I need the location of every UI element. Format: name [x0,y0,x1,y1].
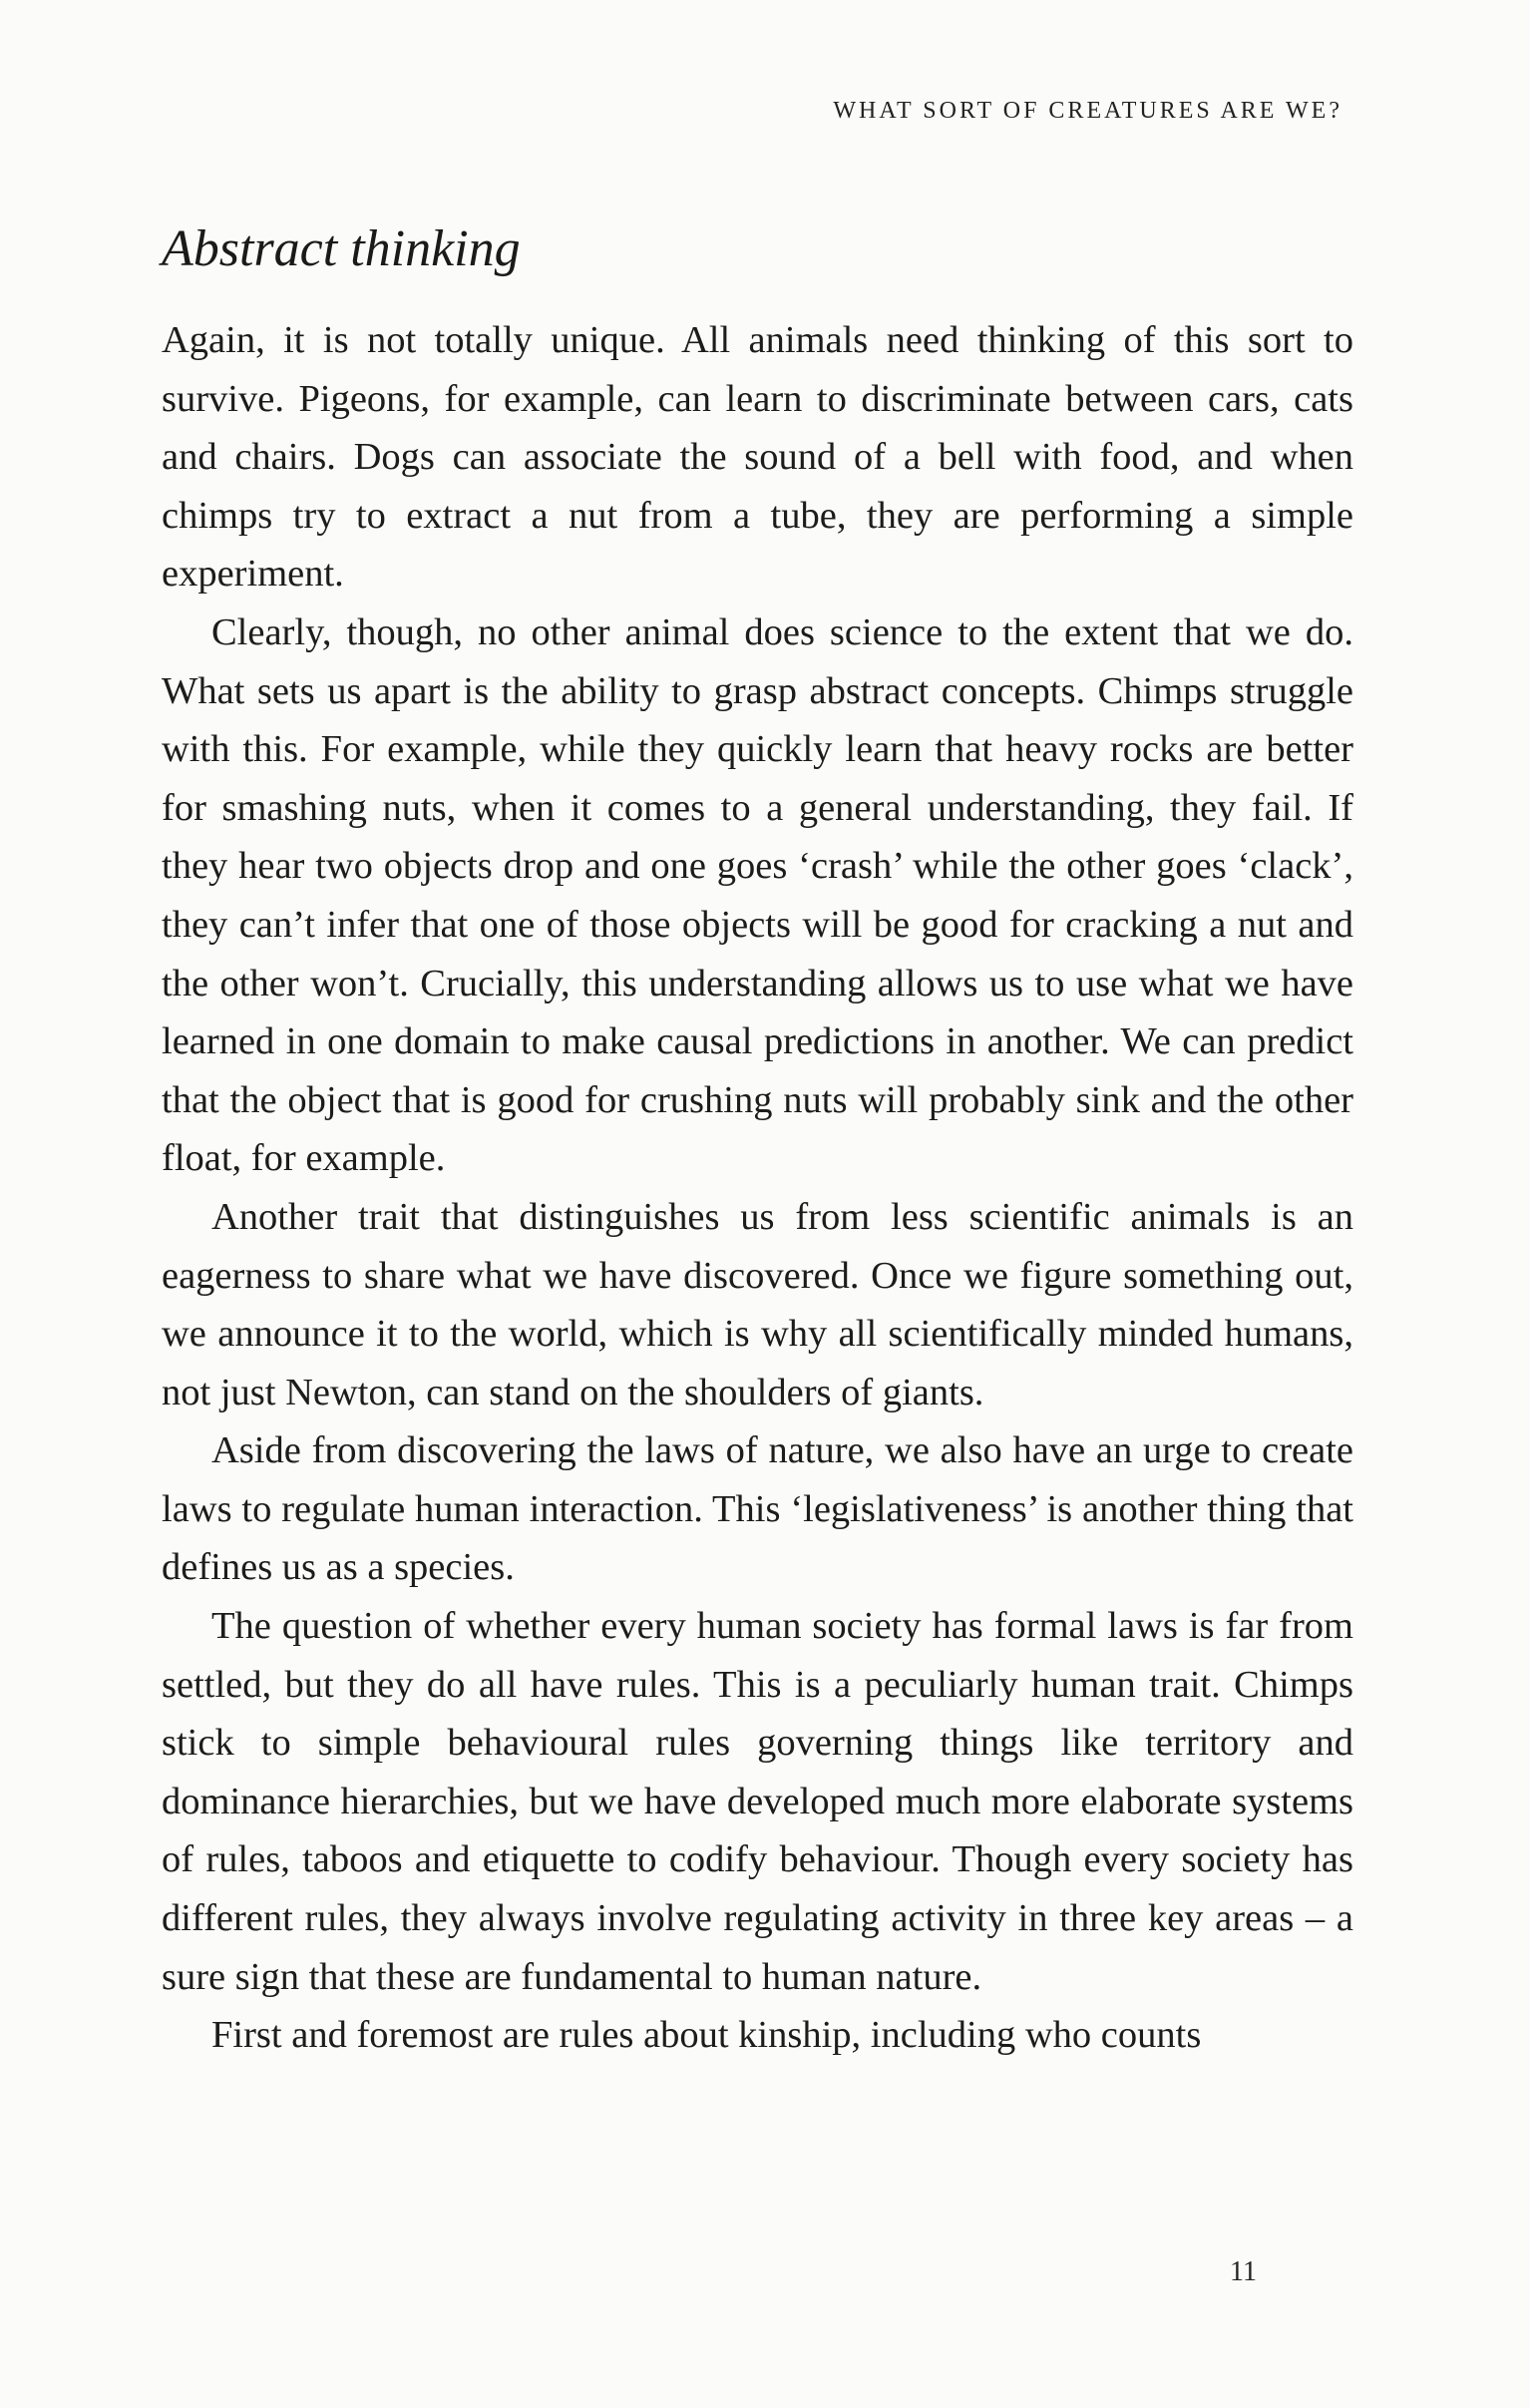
paragraph-5: The question of whether every human society has formal laws is far from settled, but they do all have rules. This is a peculiarly human trait. Chimps stick to simple behavioural rules governing things like territory and dominance hierarchies, but we have developed much more elaborate systems of rules, taboos and etiquette to codify behaviour. Though every society has different rules, they always involve regulating activity in three key areas – a sure sign that these are fundamental to human nature. [162,1605,1353,1998]
page-number: 11 [1230,2256,1257,2287]
paragraph-3: Another trait that distinguishes us from less scientific animals is an eagerness to share what we have discovered. Once we figure something out, we announce it to the world, which is why all scientifically minded humans, not just Newton, can stand on the shoulders of giants. [162,1195,1353,1413]
body-text [162,311,1353,2065]
paragraph-1: Again, it is not totally unique. All animals need thinking of this sort to survive. Pigeons, for example, can learn to discriminate between cars, cats and chairs. Dogs can associate the sound of a bell with food, and when chimps try to extract a nut from a tube, they are performing a simple experiment. [162,319,1353,596]
paragraph-6: First and foremost are rules about kinship, including who counts [211,2014,1202,2057]
paragraph-2: Clearly, though, no other animal does science to the extent that we do. What sets us apart is the ability to grasp abstract concepts. Chimps struggle with this. For example, while they quickly learn that heavy rocks are better for smashing nuts, when it comes to a general understanding, they fail. If they hear two objects drop and one goes ‘crash’ while the other goes ‘clack’, they can’t infer that one of those objects will be good for cracking a nut and the other won’t. Crucially, this understanding allows us to use what we have learned in one domain to make causal predictions in another. We can predict that the object that is good for crushing nuts will probably sink and the other float, for example. [162,610,1353,1180]
paragraph-4: Aside from discovering the laws of nature, we also have an urge to create laws to regulate human interaction. This ‘legislativeness’ is another thing that defines us as a species. [162,1429,1353,1589]
running-head: WHAT SORT OF CREATURES ARE WE? [833,98,1342,124]
section-title: Abstract thinking [162,220,521,277]
